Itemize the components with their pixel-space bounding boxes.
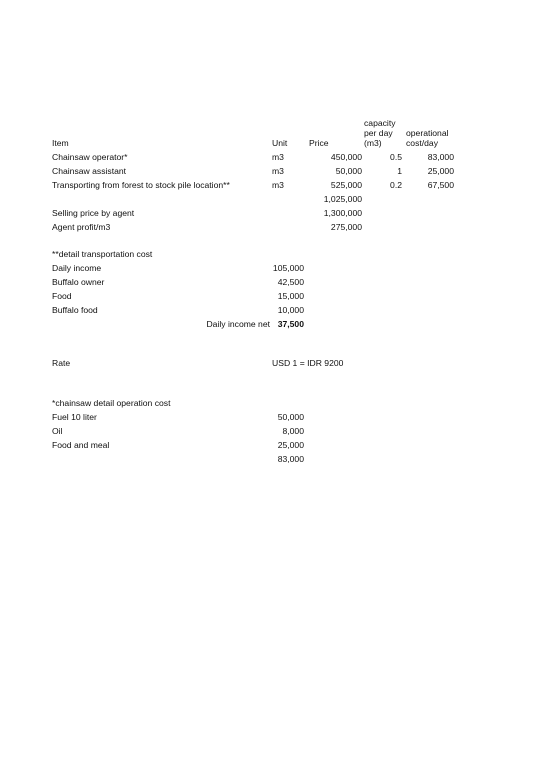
rate-label: Rate <box>52 358 71 368</box>
row-1-unit: m3 <box>272 152 284 162</box>
selling-price-label: Selling price by agent <box>52 208 135 218</box>
chainsaw-item-value: 25,000 <box>277 440 304 450</box>
chainsaw-item-label: Food and meal <box>52 440 110 450</box>
total-price: 1,025,000 <box>323 194 362 204</box>
chainsaw-title: *chainsaw detail operation cost <box>52 398 171 408</box>
transport-item-value: 15,000 <box>277 291 304 301</box>
row-1-item: Chainsaw operator* <box>52 152 128 162</box>
transport-item-label: Buffalo food <box>52 305 98 315</box>
header-price: Price <box>309 138 329 148</box>
row-3-price: 525,000 <box>330 180 362 190</box>
row-1-opcost: 83,000 <box>427 152 454 162</box>
chainsaw-total: 83,000 <box>277 454 304 464</box>
transport-item-value: 105,000 <box>272 263 304 273</box>
header-capacity-line1: capacity <box>364 118 396 128</box>
rate-value: USD 1 = IDR 9200 <box>272 358 344 368</box>
header-opcost-line1: operational <box>406 128 449 138</box>
header-capacity-line3: (m3) <box>364 138 382 148</box>
row-1-capacity: 0.5 <box>390 152 402 162</box>
row-3-item: Transporting from forest to stock pile location** <box>52 180 230 190</box>
row-3-unit: m3 <box>272 180 284 190</box>
row-1-price: 450,000 <box>330 152 362 162</box>
header-unit: Unit <box>272 138 288 148</box>
row-2-unit: m3 <box>272 166 284 176</box>
row-2-item: Chainsaw assistant <box>52 166 127 176</box>
selling-price-value: 1,300,000 <box>323 208 362 218</box>
row-3-opcost: 67,500 <box>427 180 454 190</box>
transport-net-label: Daily income net <box>206 319 270 329</box>
row-2-price: 50,000 <box>335 166 362 176</box>
chainsaw-item-label: Oil <box>52 426 63 436</box>
transport-item-label: Food <box>52 291 72 301</box>
transport-item-label: Buffalo owner <box>52 277 105 287</box>
transport-item-label: Daily income <box>52 263 102 273</box>
row-2-capacity: 1 <box>397 166 402 176</box>
agent-profit-label: Agent profit/m3 <box>52 222 111 232</box>
transport-item-value: 10,000 <box>277 305 304 315</box>
transport-item-value: 42,500 <box>277 277 304 287</box>
header-item: Item <box>52 138 69 148</box>
row-2-opcost: 25,000 <box>427 166 454 176</box>
chainsaw-item-value: 8,000 <box>282 426 304 436</box>
row-3-capacity: 0.2 <box>390 180 402 190</box>
agent-profit-value: 275,000 <box>330 222 362 232</box>
chainsaw-item-label: Fuel 10 liter <box>52 412 97 422</box>
header-capacity-line2: per day <box>364 128 393 138</box>
header-opcost-line2: cost/day <box>406 138 439 148</box>
transport-title: **detail transportation cost <box>52 249 153 259</box>
chainsaw-item-value: 50,000 <box>277 412 304 422</box>
transport-net-value: 37,500 <box>277 319 304 329</box>
